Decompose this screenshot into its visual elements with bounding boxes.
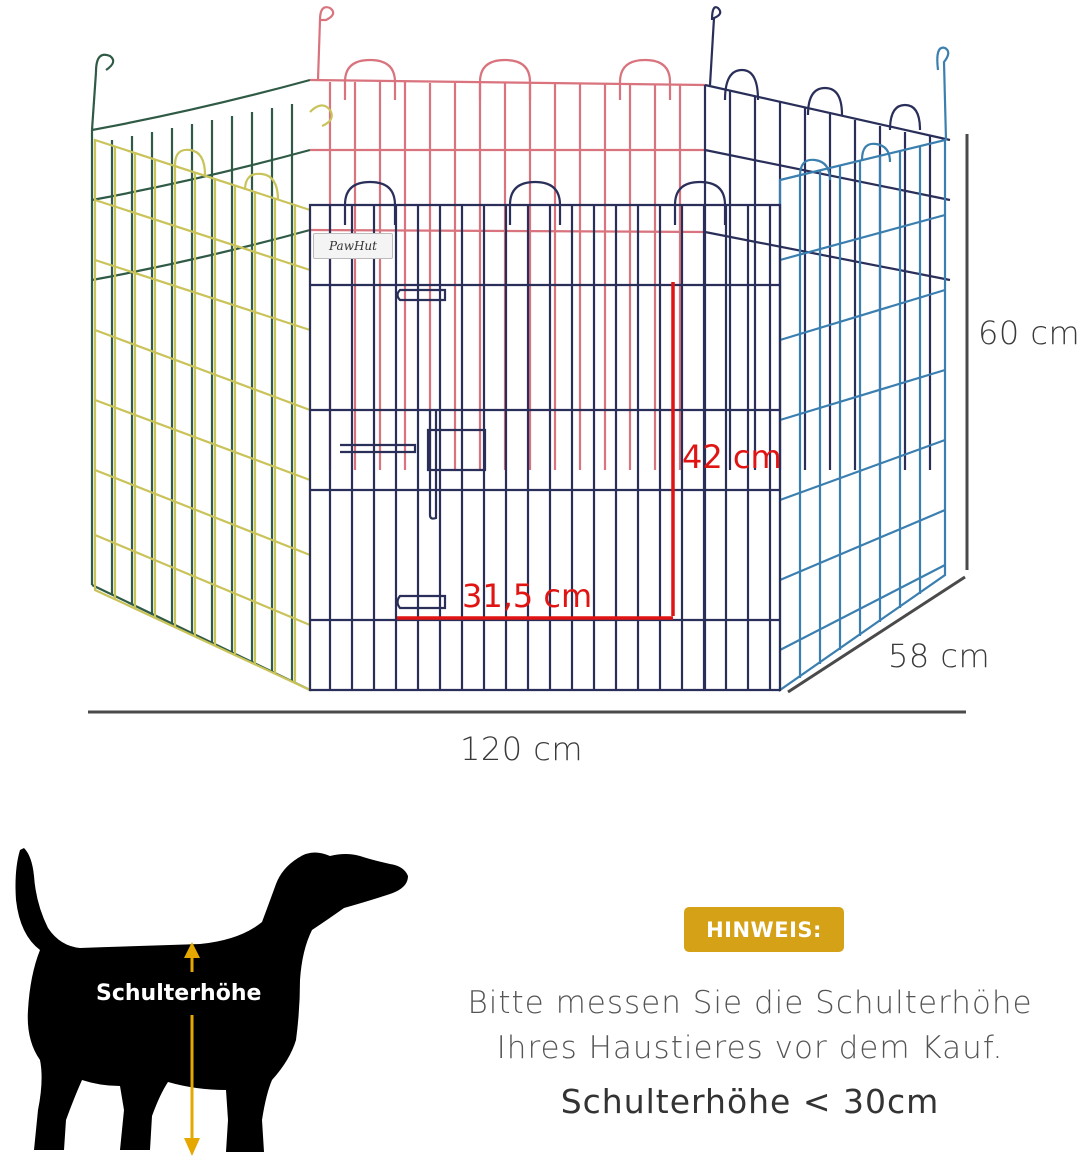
hint-badge-text: HINWEIS: xyxy=(706,917,822,942)
hint-badge xyxy=(684,907,844,952)
shoulder-height-requirement: Schulterhöhe < 30cm xyxy=(560,1082,940,1121)
door-height-label: 42 cm xyxy=(682,438,782,476)
brand-logo-tag xyxy=(313,233,393,259)
door-width-label: 31,5 cm xyxy=(462,577,593,615)
shoulder-height-label: Schulterhöhe xyxy=(96,981,262,1006)
back-right-panel xyxy=(705,7,950,690)
door-measurements xyxy=(397,282,673,618)
hint-line-1: Bitte messen Sie die Schulterhöhe xyxy=(467,985,1033,1021)
hint-line-2: Ihres Haustieres vor dem Kauf. xyxy=(496,1030,1004,1066)
height-label: 60 cm xyxy=(978,314,1080,352)
width-label: 120 cm xyxy=(460,730,584,768)
depth-label: 58 cm xyxy=(888,637,991,675)
brand-name: PawHut xyxy=(329,239,377,253)
